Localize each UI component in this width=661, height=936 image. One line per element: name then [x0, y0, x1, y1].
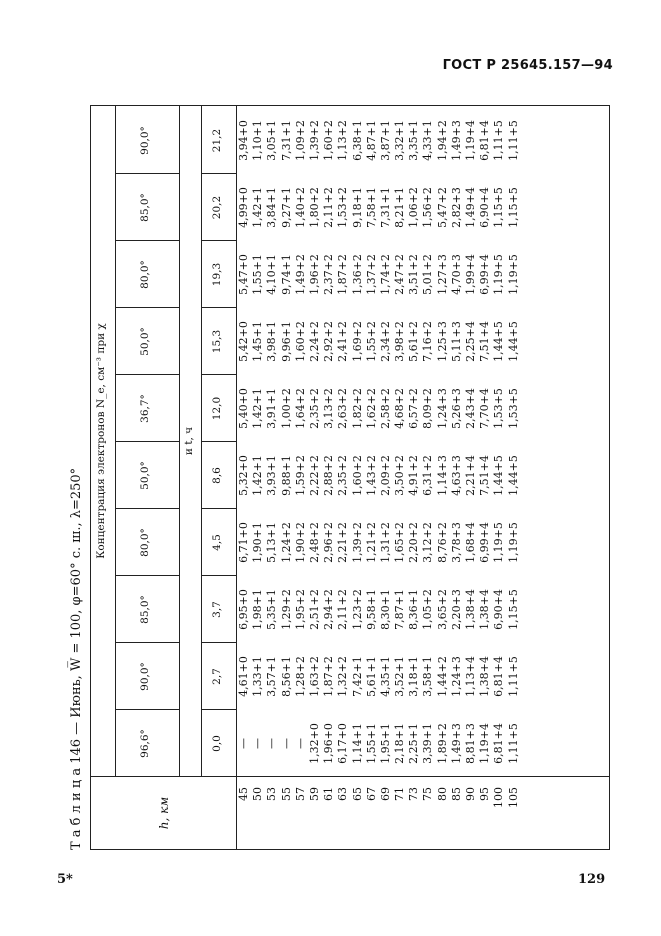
- table-cell: 1,87+2: [336, 254, 350, 295]
- t-header-cell: 19,3: [211, 262, 223, 287]
- table-cell: 1,24+2: [279, 522, 293, 563]
- table-cell: 6,95+0: [237, 589, 250, 630]
- table-cell: 1,44+5: [492, 321, 506, 362]
- table-cell: 1,44+5: [492, 455, 506, 496]
- table-cell: 1,19+4: [478, 723, 492, 764]
- standard-header: ГОСТ Р 25645.157—94: [442, 58, 613, 73]
- table-cell: 6,90+4: [478, 187, 492, 228]
- table-cell: 3,52+1: [393, 656, 407, 697]
- table-cell: 4,91+2: [407, 455, 421, 496]
- table-cell: 2,09+2: [378, 455, 392, 496]
- table-cell: 1,44+2: [435, 656, 449, 697]
- table-cell: 1,45+1: [251, 321, 265, 362]
- chi-header-cell: 90,0°: [139, 662, 151, 691]
- table-cell: 6,71+0: [237, 522, 250, 563]
- table-cell: 2,96+2: [322, 522, 336, 563]
- table-cell: 1,60+2: [322, 120, 336, 161]
- table-cell: 3,39+1: [421, 723, 435, 764]
- table-cell: 2,92+2: [322, 321, 336, 362]
- table-cell: 1,44+5: [506, 321, 520, 362]
- table-cell: 2,48+2: [307, 522, 321, 563]
- table-cell: 3,35+1: [407, 120, 421, 161]
- table-cell: 2,43+4: [464, 388, 477, 429]
- table-cell: 1,42+1: [251, 388, 265, 429]
- table-cell: 3,65+2: [435, 589, 449, 630]
- h-value-cell: 80: [435, 787, 449, 801]
- table-cell: 1,19+5: [492, 522, 506, 563]
- table-cell: 2,82+3: [449, 187, 463, 228]
- table-cell: 1,09+2: [293, 120, 307, 161]
- table-cell: 5,42+0: [237, 321, 250, 362]
- table-cell: 3,50+2: [393, 455, 407, 496]
- table-cell: 2,25+4: [464, 321, 477, 362]
- table-cell: 6,81+4: [478, 120, 492, 161]
- table-cell: 6,90+4: [492, 589, 506, 630]
- page-left-mark: 5*: [57, 872, 73, 887]
- value-column: [237, 509, 521, 576]
- table-cell: 1,32+2: [336, 656, 350, 697]
- table-cell: 2,37+2: [322, 254, 336, 295]
- t-header-cell: 8,6: [211, 467, 223, 484]
- table-cell: 1,59+2: [293, 455, 307, 496]
- value-column: [237, 442, 521, 509]
- table-cell: 8,21+1: [393, 187, 407, 228]
- table-cell: 1,49+3: [449, 723, 463, 764]
- table-cell: 2,25+1: [407, 723, 421, 764]
- table-cell: 4,33+1: [421, 120, 435, 161]
- table-cell: 2,21+2: [336, 522, 350, 563]
- table-cell: 1,00+2: [279, 388, 293, 429]
- chi-header-cell: 85,0°: [139, 193, 151, 222]
- table-cell: 5,13+1: [265, 522, 279, 563]
- table-cell: 1,29+2: [279, 589, 293, 630]
- h-value-cell: 61: [322, 787, 336, 801]
- table-cell: 1,44+5: [506, 455, 520, 496]
- table-cell: 4,63+3: [449, 455, 463, 496]
- table-cell: 6,81+4: [492, 656, 506, 697]
- table-cell: 4,61+0: [237, 656, 250, 697]
- table-cell: 2,22+2: [307, 455, 321, 496]
- table-cell: 1,05+2: [421, 589, 435, 630]
- table-cell: 2,41+2: [336, 321, 350, 362]
- table-cell: 1,10+1: [251, 120, 265, 161]
- table-cell: 6,31+2: [421, 455, 435, 496]
- table-cell: 6,38+1: [350, 120, 364, 161]
- h-value-cell: 100: [492, 787, 506, 808]
- h-value-cell: 63: [336, 787, 350, 801]
- table-cell: 7,16+2: [421, 321, 435, 362]
- table-cell: 1,55+1: [364, 723, 378, 764]
- table-cell: 2,88+2: [322, 455, 336, 496]
- and-t-header: и t, ч: [183, 426, 195, 456]
- h-value-cell: 57: [293, 787, 307, 801]
- page-number: 129: [578, 872, 606, 887]
- value-column: [237, 107, 521, 174]
- table-cell: 9,96+1: [279, 321, 293, 362]
- value-column: [237, 643, 521, 710]
- table-cell: 4,68+2: [393, 388, 407, 429]
- table-cell: 5,01+2: [421, 254, 435, 295]
- table-cell: —: [237, 738, 250, 749]
- table-cell: 1,99+4: [464, 254, 477, 295]
- chi-header-cell: 96,6°: [139, 729, 151, 758]
- h-value-cell: 45: [237, 787, 250, 801]
- table-cell: 1,19+4: [464, 120, 477, 161]
- table-cell: 8,09+2: [421, 388, 435, 429]
- h-value-cell: 69: [378, 787, 392, 801]
- table-cell: —: [279, 738, 293, 749]
- table-cell: 3,58+1: [421, 656, 435, 697]
- table-cell: 7,42+1: [350, 656, 364, 697]
- table-cell: 2,11+2: [322, 187, 336, 228]
- table-cell: 4,10+1: [265, 254, 279, 295]
- table-cell: 3,87+1: [378, 120, 392, 161]
- t-header-cell: 15,3: [211, 329, 223, 354]
- table-cell: 3,91+1: [265, 388, 279, 429]
- table-cell: 3,51+2: [407, 254, 421, 295]
- table-cell: 1,33+1: [251, 656, 265, 697]
- table-cell: 1,32+0: [307, 723, 321, 764]
- h-value-cell: 105: [506, 787, 520, 808]
- table-cell: 7,31+1: [279, 120, 293, 161]
- table-cell: 1,69+2: [350, 321, 364, 362]
- h-value-cell: 65: [350, 787, 364, 801]
- table-cell: 2,20+2: [407, 522, 421, 563]
- table-cell: 1,14+3: [435, 455, 449, 496]
- table-cell: 1,94+2: [435, 120, 449, 161]
- table-cell: 3,05+1: [265, 120, 279, 161]
- table-cell: 2,20+3: [449, 589, 463, 630]
- table-cell: 5,11+3: [449, 321, 463, 362]
- table-cell: 2,51+2: [307, 589, 321, 630]
- table-cell: 8,30+1: [378, 589, 392, 630]
- table-cell: —: [251, 738, 265, 749]
- table-cell: 1,15+5: [506, 187, 520, 228]
- table-cell: 1,53+5: [506, 388, 520, 429]
- table-cell: 5,35+1: [265, 589, 279, 630]
- t-header-cell: 3,7: [211, 601, 223, 618]
- h-value-cell: 59: [307, 787, 321, 801]
- chi-header-cell: 50,0°: [139, 327, 151, 356]
- electron-concentration-table: [90, 105, 610, 850]
- table-cell: 1,24+3: [449, 656, 463, 697]
- table-cell: 1,28+2: [293, 656, 307, 697]
- table-cell: 2,34+2: [378, 321, 392, 362]
- table-cell: 2,58+2: [378, 388, 392, 429]
- table-cell: 1,11+5: [506, 656, 520, 697]
- table-cell: 1,96+0: [322, 723, 336, 764]
- table-cell: 5,32+0: [237, 455, 250, 496]
- table-cell: —: [293, 738, 307, 749]
- table-cell: 1,21+2: [364, 522, 378, 563]
- h-value-cell: 71: [393, 787, 407, 801]
- t-header-cell: 20,2: [211, 195, 223, 220]
- table-cell: 7,51+4: [478, 455, 492, 496]
- table-cell: 2,63+2: [336, 388, 350, 429]
- table-cell: 1,42+1: [251, 455, 265, 496]
- value-column: [237, 241, 521, 308]
- table-cell: 1,74+2: [378, 254, 392, 295]
- value-column: [237, 174, 521, 241]
- value-column: [237, 576, 521, 643]
- table-cell: 5,47+2: [435, 187, 449, 228]
- h-km-header: h, км: [156, 796, 171, 830]
- h-value-cell: 90: [464, 787, 477, 801]
- table-cell: 1,96+2: [307, 254, 321, 295]
- table-cell: 6,99+4: [478, 522, 492, 563]
- h-values-column: [237, 777, 521, 849]
- table-cell: 9,58+1: [364, 589, 378, 630]
- table-cell: 1,90+1: [251, 522, 265, 563]
- table-cell: 8,81+3: [464, 723, 477, 764]
- table-cell: 1,63+2: [307, 656, 321, 697]
- group-header: Концентрация электронов N_e, см⁻³ при χ: [95, 323, 107, 559]
- table-cell: 6,81+4: [492, 723, 506, 764]
- chi-header-cell: 50,0°: [139, 461, 151, 490]
- h-value-cell: 75: [421, 787, 435, 801]
- table-cell: 7,51+4: [478, 321, 492, 362]
- table-cell: 1,68+4: [464, 522, 477, 563]
- table-cell: 2,47+2: [393, 254, 407, 295]
- h-value-cell: 85: [449, 787, 463, 801]
- table-cell: 1,53+2: [336, 187, 350, 228]
- table-cell: 1,60+2: [350, 455, 364, 496]
- table-cell: 4,70+3: [449, 254, 463, 295]
- table-cell: 3,94+0: [237, 120, 250, 161]
- table-cell: 1,13+2: [336, 120, 350, 161]
- chi-header-cell: 85,0°: [139, 595, 151, 624]
- table-cell: 1,38+4: [464, 589, 477, 630]
- h-value-cell: 67: [364, 787, 378, 801]
- table-cell: 1,98+1: [251, 589, 265, 630]
- chi-row-divider: [179, 105, 180, 777]
- h-value-cell: 50: [251, 787, 265, 801]
- value-column: [237, 375, 521, 442]
- table-cell: 8,76+2: [435, 522, 449, 563]
- value-column: [237, 308, 521, 375]
- table-cell: 1,49+4: [464, 187, 477, 228]
- table-cell: 1,95+2: [293, 589, 307, 630]
- table-cell: 2,18+1: [393, 723, 407, 764]
- rotated-table-region: [68, 105, 613, 850]
- table-cell: 2,35+2: [307, 388, 321, 429]
- table-cell: 2,94+2: [322, 589, 336, 630]
- table-cell: 5,40+0: [237, 388, 250, 429]
- table-cell: 1,39+2: [307, 120, 321, 161]
- table-cell: 1,37+2: [364, 254, 378, 295]
- table-cell: 9,88+1: [279, 455, 293, 496]
- table-cell: 1,87+2: [322, 656, 336, 697]
- table-cell: 1,13+4: [464, 656, 477, 697]
- table-cell: 6,17+0: [336, 723, 350, 764]
- chi-header-cell: 80,0°: [139, 528, 151, 557]
- table-cell: 2,21+4: [464, 455, 477, 496]
- table-cell: 1,31+2: [378, 522, 392, 563]
- table-cell: 5,61+2: [407, 321, 421, 362]
- table-cell: 9,27+1: [279, 187, 293, 228]
- table-cell: 4,35+1: [378, 656, 392, 697]
- table-cell: 3,12+2: [421, 522, 435, 563]
- table-cell: 1,39+2: [350, 522, 364, 563]
- table-cell: 3,32+1: [393, 120, 407, 161]
- table-cell: 1,55+1: [251, 254, 265, 295]
- table-cell: 1,19+5: [506, 522, 520, 563]
- table-cell: 1,19+5: [492, 254, 506, 295]
- t-header-cell: 21,2: [211, 128, 223, 153]
- table-cell: 1,64+2: [293, 388, 307, 429]
- table-cell: 5,47+0: [237, 254, 250, 295]
- h-value-cell: 53: [265, 787, 279, 801]
- table-cell: 1,15+5: [506, 589, 520, 630]
- t-header-cell: 12,0: [211, 396, 223, 421]
- table-cell: 3,57+1: [265, 656, 279, 697]
- h-value-cell: 73: [407, 787, 421, 801]
- table-cell: —: [265, 738, 279, 749]
- table-cell: 4,87+1: [364, 120, 378, 161]
- table-cell: 1,27+3: [435, 254, 449, 295]
- table-cell: 2,11+2: [336, 589, 350, 630]
- h-value-cell: 55: [279, 787, 293, 801]
- table-cell: 1,90+2: [293, 522, 307, 563]
- table-cell: 1,60+2: [293, 321, 307, 362]
- table-cell: 1,56+2: [421, 187, 435, 228]
- table-cell: 5,26+3: [449, 388, 463, 429]
- table-cell: 3,98+2: [393, 321, 407, 362]
- table-cell: 1,49+2: [293, 254, 307, 295]
- table-cell: 6,57+2: [407, 388, 421, 429]
- table-cell: 6,99+4: [478, 254, 492, 295]
- table-cell: 1,43+2: [364, 455, 378, 496]
- table-cell: 9,18+1: [350, 187, 364, 228]
- table-cell: 7,87+1: [393, 589, 407, 630]
- table-cell: 1,53+5: [492, 388, 506, 429]
- table-cell: 7,31+1: [378, 187, 392, 228]
- table-cell: 1,24+3: [435, 388, 449, 429]
- table-cell: 1,25+3: [435, 321, 449, 362]
- table-cell: 7,70+4: [478, 388, 492, 429]
- table-cell: 1,14+1: [350, 723, 364, 764]
- chi-header-cell: 90,0°: [139, 126, 151, 155]
- t-header-cell: 4,5: [211, 534, 223, 551]
- table-cell: 5,61+1: [364, 656, 378, 697]
- table-cell: 1,23+2: [350, 589, 364, 630]
- table-cell: 9,74+1: [279, 254, 293, 295]
- table-cell: 3,78+3: [449, 522, 463, 563]
- h-value-cell: 95: [478, 787, 492, 801]
- t-header-cell: 2,7: [211, 668, 223, 685]
- table-caption: Т а б л и ц а 146 — Июнь, W̅ = 100, φ=60° с. ш., λ=250°: [69, 467, 84, 850]
- table-cell: 1,11+5: [506, 723, 520, 764]
- table-cell: 7,58+1: [364, 187, 378, 228]
- table-cell: 1,38+4: [478, 656, 492, 697]
- table-cell: 1,42+1: [251, 187, 265, 228]
- table-cell: 1,11+5: [506, 120, 520, 161]
- table-cell: 2,24+2: [307, 321, 321, 362]
- value-column: [237, 710, 521, 777]
- table-cell: 8,56+1: [279, 656, 293, 697]
- table-cell: 1,49+3: [449, 120, 463, 161]
- table-cell: 3,98+1: [265, 321, 279, 362]
- table-cell: 3,84+1: [265, 187, 279, 228]
- table-cell: 1,95+1: [378, 723, 392, 764]
- table-cell: 1,36+2: [350, 254, 364, 295]
- table-cell: 1,65+2: [393, 522, 407, 563]
- table-cell: 1,80+2: [307, 187, 321, 228]
- table-cell: 1,15+5: [492, 187, 506, 228]
- chi-header-cell: 36,7°: [139, 394, 151, 423]
- table-cell: 3,18+1: [407, 656, 421, 697]
- table-cell: 3,93+1: [265, 455, 279, 496]
- table-cell: 4,99+0: [237, 187, 250, 228]
- t-header-cell: 0,0: [211, 735, 223, 752]
- table-cell: 1,55+2: [364, 321, 378, 362]
- table-cell: 1,82+2: [350, 388, 364, 429]
- table-cell: 3,13+2: [322, 388, 336, 429]
- chi-header-cell: 80,0°: [139, 260, 151, 289]
- table-cell: 1,89+2: [435, 723, 449, 764]
- table-cell: 1,62+2: [364, 388, 378, 429]
- table-cell: 1,06+2: [407, 187, 421, 228]
- table-cell: 2,35+2: [336, 455, 350, 496]
- table-cell: 1,40+2: [293, 187, 307, 228]
- table-cell: 1,19+5: [506, 254, 520, 295]
- table-cell: 1,38+4: [478, 589, 492, 630]
- table-cell: 1,11+5: [492, 120, 506, 161]
- table-cell: 8,36+1: [407, 589, 421, 630]
